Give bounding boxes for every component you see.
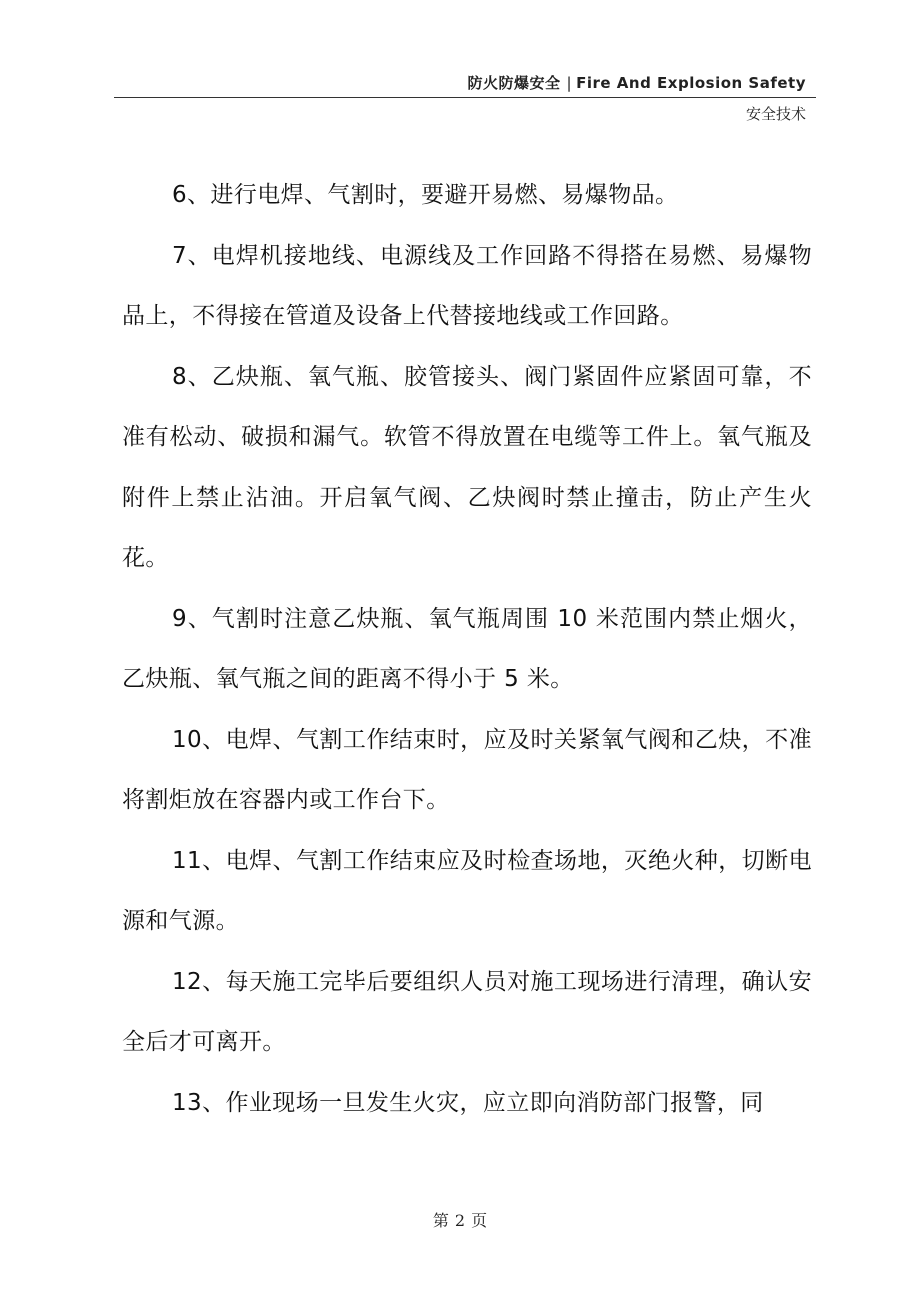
paragraph-13: 13、作业现场一旦发生火灾，应立即向消防部门报警，同 <box>172 1089 764 1116</box>
paragraph-12: 12、每天施工完毕后要组织人员对施工现场进行清理，确认安全后才可离开。 <box>122 968 812 1055</box>
paragraph-7: 7、电焊机接地线、电源线及工作回路不得搭在易燃、易爆物品上，不得接在管道及设备上代替接地线或工作回路。 <box>122 242 812 329</box>
header-title-en: Fire And Explosion Safety <box>576 74 806 92</box>
paragraph-10: 10、电焊、气割工作结束时，应及时关紧氧气阀和乙炔，不准将割炬放在容器内或工作台下。 <box>122 726 812 813</box>
header-separator: | <box>566 74 573 92</box>
page-number: 2 <box>454 1211 466 1230</box>
paragraph-11: 11、电焊、气割工作结束应及时检查场地，灭绝火种，切断电源和气源。 <box>122 847 812 934</box>
footer-suffix: 页 <box>471 1211 488 1230</box>
document-body <box>122 165 812 1133</box>
header-subtitle: 安全技术 <box>745 105 806 123</box>
page-header <box>114 66 816 128</box>
header-divider <box>114 97 816 98</box>
paragraph-9: 9、气割时注意乙炔瓶、氧气瓶周围 10 米范围内禁止烟火，乙炔瓶、氧气瓶之间的距离不得小于 5 米。 <box>122 605 812 692</box>
paragraph-6: 6、进行电焊、气割时，要避开易燃、易爆物品。 <box>172 182 679 208</box>
header-title <box>468 72 806 93</box>
footer-prefix: 第 <box>432 1211 449 1230</box>
paragraph-8: 8、乙炔瓶、氧气瓶、胶管接头、阀门紧固件应紧固可靠，不准有松动、破损和漏气。软管不得放置在电缆等工件上。氧气瓶及附件上禁止沾油。开启氧气阀、乙炔阀时禁止撞击，防止产生火花。 <box>122 363 812 571</box>
header-title-cn: 防火防爆安全 <box>467 74 561 92</box>
page-footer <box>0 1208 920 1231</box>
